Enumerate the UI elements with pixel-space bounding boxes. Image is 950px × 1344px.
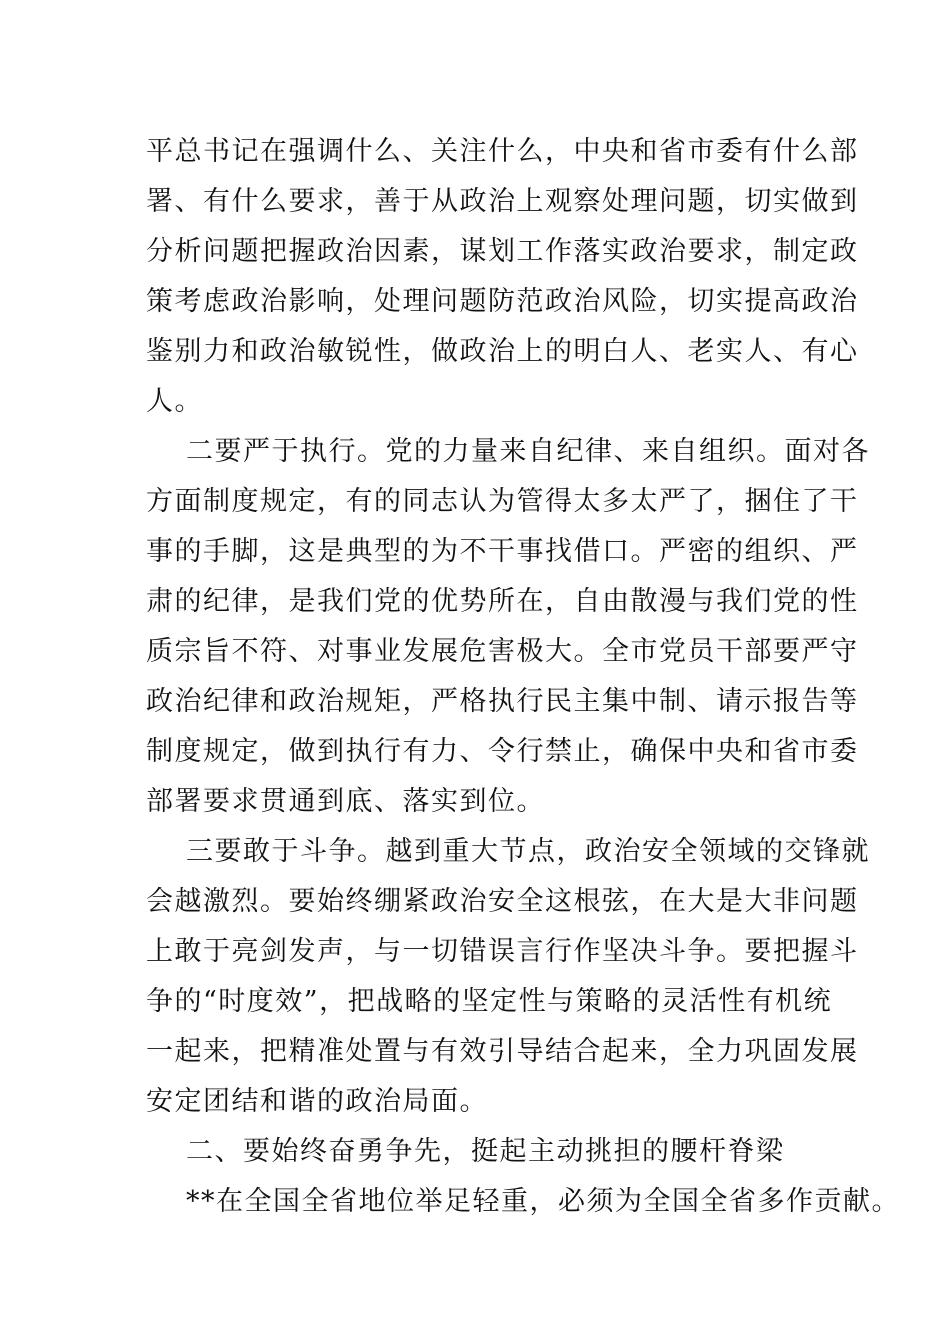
text-line-19: 一起来，把精准处置与有效引导结合起来，全力巩固发展 (146, 1036, 859, 1067)
text-line-1: 平总书记在强调什么、关注什么，中央和省市委有什么部 (146, 136, 859, 167)
text-line-9: 事的手脚，这是典型的为不干事找借口。严密的组织、严 (146, 536, 859, 567)
text-line-12: 政治纪律和政治规矩，严格执行民主集中制、请示报告等 (146, 686, 859, 717)
text-line-20: 安定团结和谐的政治局面。 (146, 1086, 488, 1117)
text-line-18: 争的“时度效”，把战略的坚定性与策略的灵活性有机统 (146, 986, 833, 1017)
text-line-13: 制度规定，做到执行有力、令行禁止，确保中央和省市委 (146, 736, 859, 767)
paragraph-4-first-line: **在全国全省地位举足轻重，必须为全国全省多作贡献。 (186, 1186, 900, 1217)
text-line-10: 肃的纪律，是我们党的优势所在，自由散漫与我们党的性 (146, 586, 859, 617)
text-line-14: 部署要求贯通到底、落实到位。 (146, 786, 545, 817)
text-line-8: 方面制度规定，有的同志认为管得太多太严了，捆住了干 (146, 486, 859, 517)
text-line-17: 上敢于亮剑发声，与一切错误言行作坚决斗争。要把握斗 (146, 936, 859, 967)
section-heading: 二、要始终奋勇争先，挺起主动挑担的腰杆脊梁 (186, 1136, 785, 1167)
text-line-5: 鉴别力和政治敏锐性，做政治上的明白人、老实人、有心 (146, 336, 859, 367)
text-line-3: 分析问题把握政治因素，谋划工作落实政治要求，制定政 (146, 236, 859, 267)
text-line-6: 人。 (146, 386, 203, 417)
text-line-16: 会越激烈。要始终绷紧政治安全这根弦，在大是大非问题 (146, 886, 859, 917)
text-line-4: 策考虑政治影响，处理问题防范政治风险，切实提高政治 (146, 286, 859, 317)
paragraph-3-first-line: 三要敢于斗争。越到重大节点，政治安全领域的交锋就 (186, 836, 870, 867)
text-line-2: 署、有什么要求，善于从政治上观察处理问题，切实做到 (146, 186, 859, 217)
paragraph-2-first-line: 二要严于执行。党的力量来自纪律、来自组织。面对各 (186, 436, 870, 467)
text-line-11: 质宗旨不符、对事业发展危害极大。全市党员干部要严守 (146, 636, 859, 667)
